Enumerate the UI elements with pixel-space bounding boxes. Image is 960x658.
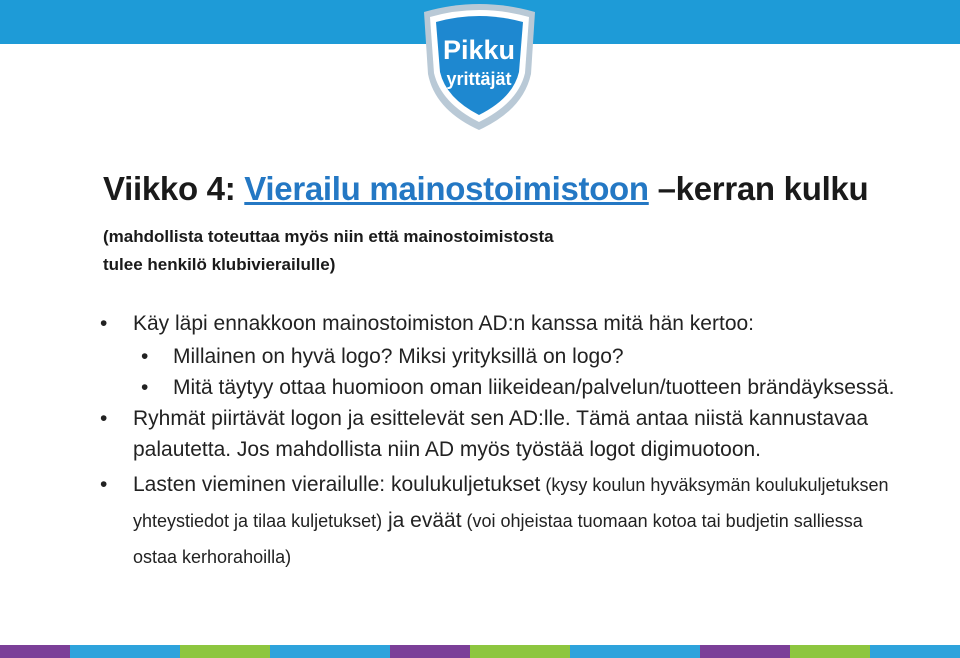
bullet-item: • Käy läpi ennakkoon mainostoimiston AD:n kanssa mitä hän kertoo:: [100, 308, 900, 339]
title-subtitle-line1: (mahdollista toteuttaa myös niin että mainostoimistosta: [103, 227, 554, 246]
bullet-dot-icon: •: [141, 376, 149, 399]
pikku-yrittajat-logo: [419, 2, 540, 134]
stripe-segment: [790, 645, 870, 658]
stripe-segment: [70, 645, 180, 658]
bullet-dot-icon: •: [100, 407, 108, 430]
stripe-segment: [870, 645, 960, 658]
bullet-item: • Ryhmät piirtävät logon ja esittelevät sen AD:lle. Tämä antaa niistä kannustavaa palautetta. Jos mahdollista niin AD myös työstää logot digimuotoon.: [100, 403, 900, 465]
bullet-dot-icon: •: [141, 345, 149, 368]
bottom-color-stripe: [0, 645, 960, 658]
title-subtitle-line2: tulee henkilö klubivierailulle): [103, 255, 336, 274]
title-link[interactable]: Vierailu mainostoimistoon: [244, 170, 649, 207]
stripe-segment: [700, 645, 790, 658]
slide-title: [103, 168, 903, 276]
stripe-segment: [570, 645, 700, 658]
sub-bullet-item: • Mitä täytyy ottaa huomioon oman liikeidean/palvelun/tuotteen brändäyksessä.: [100, 372, 900, 403]
stripe-segment: [180, 645, 270, 658]
stripe-segment: [390, 645, 470, 658]
svg-text:Pikku: Pikku: [442, 35, 516, 65]
stripe-segment: [470, 645, 570, 658]
svg-text:yrittäjät: yrittäjät: [446, 69, 512, 89]
bullet-dot-icon: •: [100, 473, 108, 496]
title-suffix: –kerran kulku: [648, 170, 869, 207]
sub-bullet-item: • Millainen on hyvä logo? Miksi yrityksillä on logo?: [100, 341, 900, 372]
stripe-segment: [0, 645, 70, 658]
stripe-segment: [270, 645, 390, 658]
title-prefix: Viikko 4:: [103, 170, 245, 207]
bullet-list: [100, 308, 900, 577]
bullet-text-mixed: Lasten vieminen vierailulle: koulukuljetukset (kysy koulun hyväksymän koulukuljetuksen yhteystiedot ja tilaa kuljetukset) ja eväät (voi ohjeistaa tuomaan kotoa tai budjetin salliessa ostaa kerhorahoilla): [133, 473, 889, 567]
bullet-dot-icon: •: [100, 312, 108, 335]
bullet-item: [100, 467, 900, 575]
